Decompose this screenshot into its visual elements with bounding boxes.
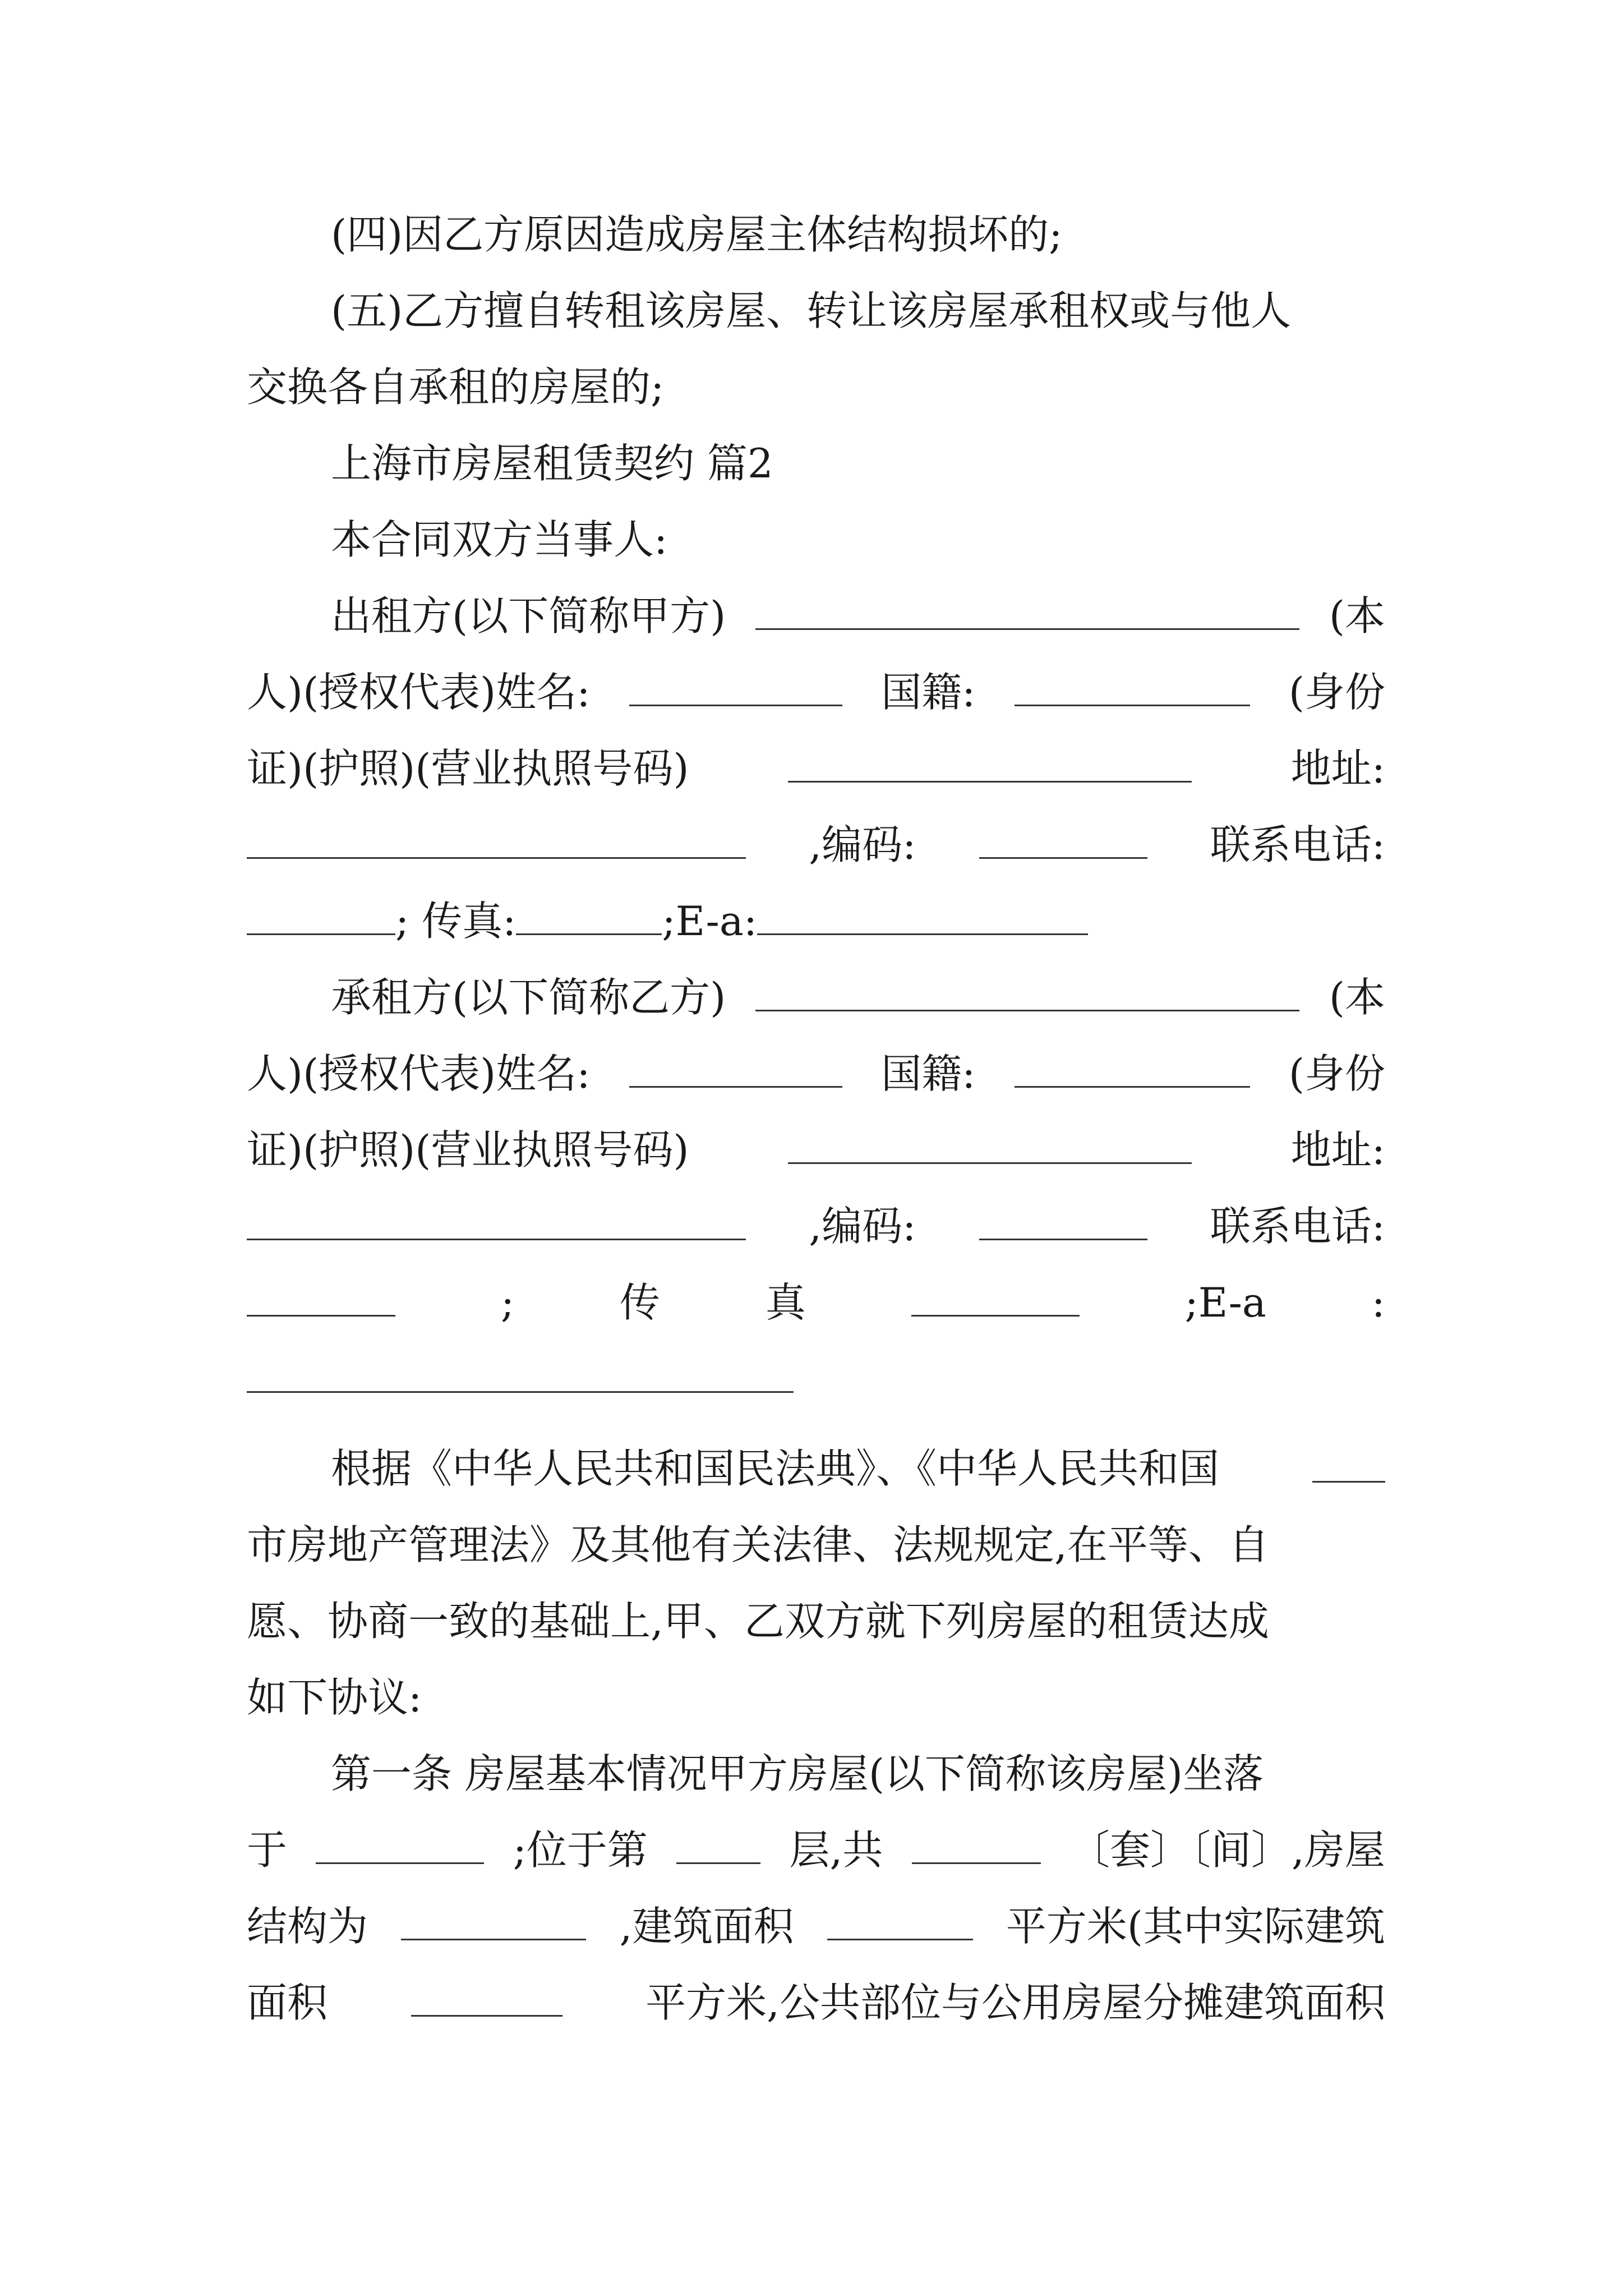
lessor-address-label: 地址: bbox=[1290, 745, 1385, 792]
art1-area-unit: 平方米(其中实际建筑 bbox=[1006, 1903, 1385, 1950]
basis-line-2: 市房地产管理法》及其他有关法律、法规规定,在平等、自 bbox=[247, 1521, 1269, 1568]
lessor-license-blank[interactable] bbox=[788, 742, 1192, 783]
basis-line-3: 愿、协商一致的基础上,甲、乙双方就下列房屋的租赁达成 bbox=[247, 1598, 1269, 1645]
lessee-rep-name-label: 人)(授权代表)姓名: bbox=[247, 1050, 591, 1097]
clause-item-four: (四)因乙方原因造成房屋主体结构损坏的; bbox=[331, 211, 1063, 258]
lessor-fax-label: ; 传真: bbox=[395, 898, 517, 945]
art1-floor-label: ;位于第 bbox=[513, 1826, 648, 1874]
lessor-name-blank[interactable] bbox=[755, 589, 1299, 630]
art1-total-label: 层,共 bbox=[789, 1826, 883, 1874]
lessor-line-3 bbox=[247, 740, 1385, 797]
lessee-postcode-blank[interactable] bbox=[979, 1199, 1147, 1240]
lessee-license-label: 证)(护照)(营业执照号码) bbox=[247, 1126, 689, 1174]
lessee-line-1 bbox=[247, 969, 1385, 1025]
lessee-line-3 bbox=[247, 1122, 1385, 1178]
art1-location-blank[interactable] bbox=[316, 1823, 484, 1864]
art1-actual-area-blank[interactable] bbox=[411, 1976, 562, 2017]
lessor-fax-blank[interactable] bbox=[516, 894, 662, 935]
article-1-line-3 bbox=[247, 1898, 1385, 1954]
lessor-rep-name-blank[interactable] bbox=[629, 665, 842, 706]
lessee-fax-label-a: 传 bbox=[619, 1279, 660, 1326]
lessor-address-blank[interactable] bbox=[247, 818, 746, 859]
clause-item-five-cont: 交换各自承租的房屋的; bbox=[247, 364, 665, 411]
lessee-line-2 bbox=[247, 1046, 1385, 1102]
lessee-label: 承租方(以下简称乙方) bbox=[331, 974, 726, 1021]
lessee-line-6 bbox=[247, 1351, 1385, 1407]
basis-line-4: 如下协议: bbox=[247, 1674, 422, 1721]
basis-text-1: 根据《中华人民共和国民法典》、《中华人民共和国 bbox=[331, 1445, 1220, 1492]
lessee-self-label: (本 bbox=[1329, 974, 1385, 1021]
lessor-postcode-blank[interactable] bbox=[979, 818, 1147, 859]
lessee-nationality-label: 国籍: bbox=[881, 1050, 976, 1097]
lessee-name-blank[interactable] bbox=[755, 970, 1299, 1011]
lessor-postcode-label: ,编码: bbox=[809, 821, 916, 868]
basis-line-1 bbox=[247, 1441, 1385, 1497]
lessor-email-label: ;E-a: bbox=[662, 898, 758, 945]
art1-floor-blank[interactable] bbox=[676, 1823, 760, 1864]
lessee-license-blank[interactable] bbox=[788, 1123, 1192, 1164]
lessee-email-label: ;E-a bbox=[1184, 1279, 1266, 1326]
lessor-self-label: (本 bbox=[1329, 592, 1385, 639]
lessee-id-label: (身份 bbox=[1288, 1050, 1385, 1097]
lessor-label: 出租方(以下简称甲方) bbox=[331, 592, 726, 639]
lessee-rep-name-blank[interactable] bbox=[629, 1047, 842, 1088]
section-title: 上海市房屋租赁契约 篇2 bbox=[331, 440, 773, 487]
article-1-line-1: 第一条 房屋基本情况甲方房屋(以下简称该房屋)坐落 bbox=[331, 1750, 1264, 1797]
lessee-fax-blank[interactable] bbox=[911, 1276, 1080, 1317]
lessee-postcode-label: ,编码: bbox=[809, 1203, 916, 1250]
art1-unit-label: 〔套〕〔间〕,房屋 bbox=[1069, 1826, 1385, 1874]
lessor-id-label: (身份 bbox=[1288, 669, 1385, 716]
lessor-rep-name-label: 人)(授权代表)姓名: bbox=[247, 669, 591, 716]
lessor-line-1 bbox=[247, 588, 1385, 644]
lessee-address-label: 地址: bbox=[1290, 1126, 1385, 1174]
art1-area-blank[interactable] bbox=[827, 1899, 973, 1940]
art1-structure-label: 结构为 bbox=[247, 1903, 368, 1950]
article-1-line-2 bbox=[247, 1822, 1385, 1878]
lessee-phone-label: 联系电话: bbox=[1210, 1203, 1385, 1250]
parties-heading: 本合同双方当事人: bbox=[331, 516, 668, 563]
basis-city-blank[interactable] bbox=[1312, 1442, 1385, 1483]
art1-total-blank[interactable] bbox=[912, 1823, 1041, 1864]
article-1-line-4 bbox=[247, 1975, 1385, 2031]
lessor-phone-label: 联系电话: bbox=[1210, 821, 1385, 868]
lessor-license-label: 证)(护照)(营业执照号码) bbox=[247, 745, 689, 792]
lessor-nationality-blank[interactable] bbox=[1015, 665, 1250, 706]
lessor-nationality-label: 国籍: bbox=[881, 669, 976, 716]
lessor-phone-blank[interactable] bbox=[247, 894, 395, 935]
lessee-email-colon: : bbox=[1371, 1279, 1385, 1326]
art1-area-label: ,建筑面积 bbox=[619, 1903, 794, 1950]
lessee-separator: ; bbox=[500, 1279, 515, 1326]
lessor-line-4 bbox=[247, 817, 1385, 873]
lessee-fax-label-b: 真 bbox=[765, 1279, 806, 1326]
lessor-email-blank[interactable] bbox=[757, 894, 1088, 935]
lessee-phone-blank[interactable] bbox=[247, 1276, 395, 1317]
art1-structure-blank[interactable] bbox=[401, 1899, 586, 1940]
lessor-line-5 bbox=[247, 893, 1385, 949]
art1-actual-area-label: 面积 bbox=[247, 1979, 328, 2026]
lessee-address-blank[interactable] bbox=[247, 1199, 746, 1240]
lessor-line-2 bbox=[247, 664, 1385, 720]
lessee-email-blank[interactable] bbox=[247, 1352, 794, 1393]
lessee-nationality-blank[interactable] bbox=[1015, 1047, 1250, 1088]
lessee-line-5 bbox=[247, 1274, 1385, 1331]
clause-item-five: (五)乙方擅自转租该房屋、转让该房屋承租权或与他人 bbox=[331, 287, 1292, 334]
art1-shared-area-text: 平方米,公共部位与公用房屋分摊建筑面积 bbox=[645, 1979, 1385, 2026]
lessee-line-4 bbox=[247, 1198, 1385, 1254]
art1-location-label: 于 bbox=[247, 1826, 288, 1874]
